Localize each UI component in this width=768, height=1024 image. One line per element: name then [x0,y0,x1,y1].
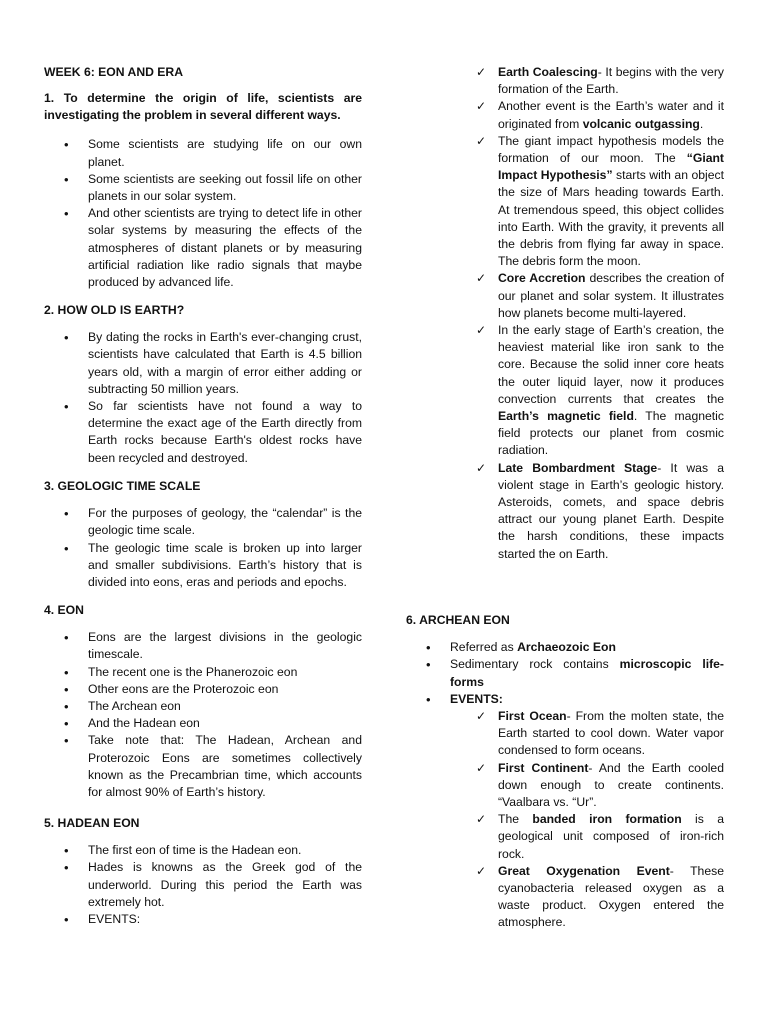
check-item: ✓ Great Oxygenation Event- These cyanobacteria released oxygen as a waste product. Oxygen entered the atmosphere. [476,863,724,930]
section-5-list [44,842,362,928]
list-item: • The Archean eon [44,698,362,715]
section-4-list [44,629,362,801]
section-1-list [44,136,362,291]
list-item: • Referred as Archaeozoic Eon [406,639,724,656]
hadean-events-list [476,64,724,563]
checkmark-icon: ✓ [476,863,487,878]
check-item: ✓ Another event is the Earth’s water and it originated from volcanic outgassing. [476,99,724,131]
section-6-heading: 6. ARCHEAN EON [406,613,510,627]
list-item: • By dating the rocks in Earth's ever-changing crust, scientists have calculated that Earth is 4.5 billion years old, with a margin of error either adding or subtracting 50 million years. [44,329,362,398]
checkmark-icon: ✓ [476,99,487,114]
check-item: ✓ First Continent- And the Earth cooled down enough to create continents. “Vaalbara vs. “Ur”. [476,760,724,810]
section-2 [44,302,362,467]
list-item: • Sedimentary rock contains microscopic life-forms [406,656,724,690]
checkmark-icon: ✓ [476,812,487,827]
list-item: • The first eon of time is the Hadean eon. [44,842,362,859]
archean-events-list [476,708,724,932]
list-item: • And other scientists are trying to detect life in other solar systems by measuring the effects of the atmospheres of distant planets or by measuring artificial radiation like radio signals that maybe produced by advanced life. [44,205,362,291]
check-item: ✓ Earth Coalescing- It begins with the very formation of the Earth. [476,65,724,97]
list-item: • Hades is knowns as the Greek god of the underworld. During this period the Earth was extremely hot. [44,859,362,911]
section-3-list [44,505,362,591]
list-item: • The geologic time scale is broken up into larger and smaller subdivisions. Earth’s history that is divided into eons, eras and periods and epochs. [44,540,362,592]
checkmark-icon: ✓ [476,133,487,148]
checkmark-icon: ✓ [476,271,487,286]
list-item: • Other eons are the Proterozoic eon [44,681,362,698]
list-item: • So far scientists have not found a way to determine the exact age of the Earth directly from Earth rocks because Earth's oldest rocks have been recycled and destroyed. [44,398,362,467]
section-6-list [406,639,724,708]
section-5 [44,815,362,928]
list-item: • Some scientists are studying life on our own planet. [44,136,362,170]
list-item: • Some scientists are seeking out fossil life on other planets in our solar system. [44,171,362,205]
list-item: • The recent one is the Phanerozoic eon [44,664,362,681]
list-item: • Eons are the largest divisions in the geologic timescale. [44,629,362,663]
checkmark-icon: ✓ [476,65,487,79]
section-2-list [44,329,362,467]
page-title: WEEK 6: EON AND ERA [44,65,184,79]
list-item: • EVENTS: [44,911,362,928]
section-5-heading: 5. HADEAN EON [44,816,140,830]
checkmark-icon: ✓ [476,323,487,338]
list-item: • Take note that: The Hadean, Archean and Proterozoic Eons are sometimes collectively known as the Precambrian time, which accounts for almost 90% of Earth’s history. [44,732,362,801]
checkmark-icon: ✓ [476,760,487,775]
list-item: • And the Hadean eon [44,715,362,732]
check-item: ✓ The giant impact hypothesis models the formation of our moon. The “Giant Impact Hypothesis” starts with an object the size of Mars heading towards Earth. At tremendous speed, this object collides into Earth. With the gravity, it prevents all the debris from flying far away in space. The debris form the moon. [476,133,724,269]
section-6 [406,612,724,932]
list-item: • For the purposes of geology, the “calendar” is the geologic time scale. [44,505,362,539]
section-1-heading: 1. To determine the origin of life, scientists are investigating the problem in several different ways. [44,91,362,123]
check-item: ✓ First Ocean- From the molten state, the Earth started to cool down. Water vapor condensed to form oceans. [476,709,725,758]
check-item: ✓ In the early stage of Earth’s creation, the heaviest material like iron sank to the core. Because the solid inner core heats the outer liquid layer, now it produces convection currents that creates the Earth’s magnetic field. The magnetic field protects our planet from cosmic radiation. [476,323,724,458]
check-item: ✓ Late Bombardment Stage- It was a violent stage in Earth’s geologic history. Asteroids, comets, and space debris attract our young planet Earth. Despite the harsh conditions, these impacts started the on Earth. [476,460,724,561]
section-1 [44,90,362,291]
section-4-heading: 4. EON [44,603,84,617]
checkmark-icon: ✓ [476,460,487,475]
checkmark-icon: ✓ [476,709,487,724]
list-item: • EVENTS: [406,691,724,708]
section-2-heading: 2. HOW OLD IS EARTH? [44,303,185,317]
section-3 [44,478,362,591]
section-3-heading: 3. GEOLOGIC TIME SCALE [44,479,201,493]
section-4 [44,602,362,801]
check-item: ✓ Core Accretion describes the creation of our planet and solar system. It illustrates how planets become multi-layered. [476,271,724,320]
check-item: ✓ The banded iron formation is a geological unit composed of iron-rich rock. [476,812,724,861]
